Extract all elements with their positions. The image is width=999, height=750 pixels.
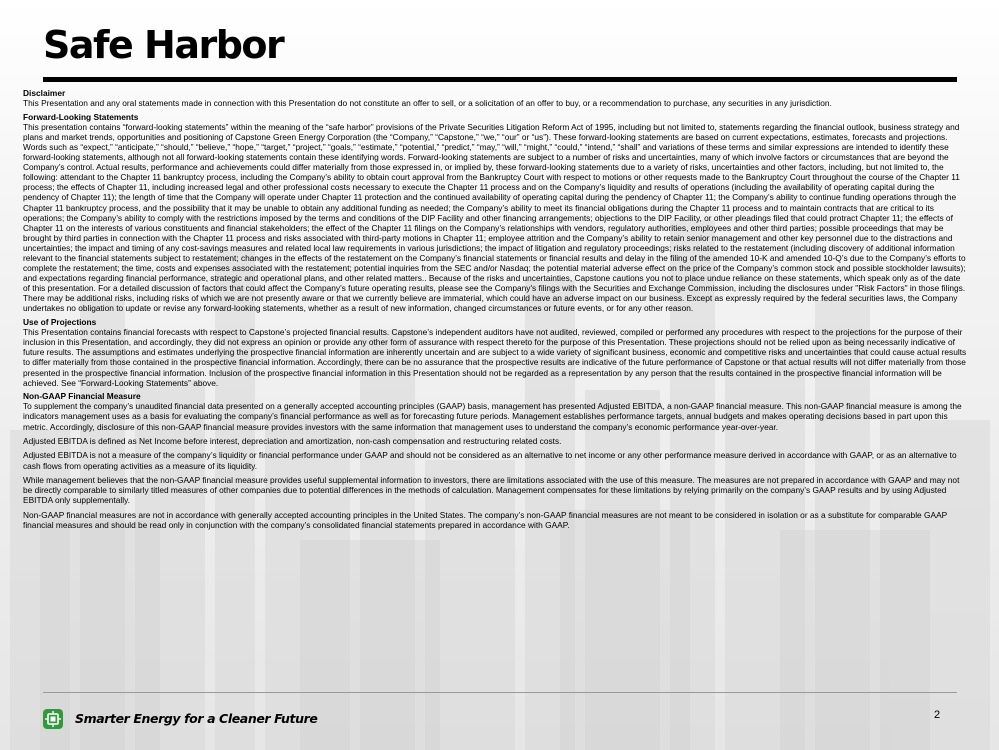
non-gaap-heading: Non-GAAP Financial Measure xyxy=(23,391,141,402)
page-number: 2 xyxy=(934,709,941,721)
title-divider xyxy=(43,77,957,82)
disclaimer-text: This Presentation and any oral statements made in connection with this Presentation do not constitute an offer to sell, or a solicitation of an offer to buy, or a recommendation to purchase, any securities in any jurisdiction. xyxy=(23,98,832,109)
forward-looking-heading: Forward-Looking Statements xyxy=(23,111,139,122)
non-gaap-section xyxy=(23,391,969,530)
non-gaap-paragraph: Adjusted EBITDA is not a measure of the company’s liquidity or financial performance under GAAP and should not be considered as an alternative to net income or any other performance measure derived in accordance with GAAP, or as an alternative to cash flows from operating activities as a measure of its liquidity. xyxy=(23,450,957,471)
footer-divider xyxy=(43,692,957,693)
page-title: Safe Harbor xyxy=(43,23,284,67)
forward-looking-section xyxy=(23,112,969,314)
projections-heading: Use of Projections xyxy=(23,317,97,328)
projections-section xyxy=(23,317,969,388)
non-gaap-paragraph: To supplement the company’s unaudited financial data presented on a generally accepted accounting principles (GAAP) basis, management has presented Adjusted EBITDA, a non-GAAP financial measure. This non-GAAP financial measure is among the indicators management uses as a basis for evaluating the company’s financial performance as well as for forecasting future periods. Management establishes performance targets, annual budgets and makes operating decisions based in part upon this metric. Accordingly, disclosure of this non-GAAP financial measure provides investors with the same information that management uses to understand the company’s economic performance year-over-year. xyxy=(23,401,962,432)
capstone-logo-icon xyxy=(43,709,63,729)
footer-tagline: Smarter Energy for a Cleaner Future xyxy=(75,711,318,726)
disclaimer-body xyxy=(23,88,969,533)
forward-looking-text: This presentation contains “forward-looking statements” within the meaning of the “safe harbor” provisions of the Private Securities Litigation Reform Act of 1995, including but not limited to, statements regarding the financial outlook, business strategy and plans and market trends, opportunities and positioning of Capstone Green Energy Corporation (the “Company,” “Capstone,” “we,” “our” or “us”). These forward-looking statements are based on current expectations, estimates, forecasts and projections. Words such as “expect,” “anticipate,” “should,” “believe,” “hope,” “target,” “project,” “goals,” “estimate,” “potential,” “predict,” “may,” “will,” “might,” “could,” “intend,” “shall” and variations of these terms and similar expressions are intended to identify these forward-looking statements, although not all forward-looking statements contain these identifying words. Forward-looking statements are subject to a number of risks and uncertainties, many of which involve factors or circumstances that are beyond the Company’s control. Actual results, performance and achievements could differ materially from those expressed in, or implied by, these forward-looking statements due to a variety of risks, uncertainties and other factors, including, but not limited to, the following: attendant to the Chapter 11 bankruptcy process, including the Company’s ability to obtain court approval from the Bankruptcy Court with respect to motions or other requests made to the Bankruptcy Court throughout the course of the Chapter 11 process; the effects of Chapter 11, including increased legal and other professional costs necessary to execute the Chapter 11 process and on the Company’s liquidity and results of operations (including the availability of operating capital during the pendency of Chapter 11); the length of time that the Company will operate under Chapter 11 protection and the continued availability of operating capital during the pendency of Chapter 11; the Company’s ability to continue funding operations through the Chapter 11 bankruptcy process, and the possibility that it may be unable to obtain any additional funding as needed; the Company’s ability to meet its financial obligations during the Chapter 11 process and to maintain contracts that are critical to its operations; the Company’s ability to comply with the restrictions imposed by the terms and conditions of the DIP Facility and other financing arrangements; objections to the DIP Facility, or other pleadings filed that could protract Chapter 11; the effects of Chapter 11 on the interests of various constituents and financial stakeholders; the effect of the Chapter 11 filings on the Company’s relationships with vendors, regulatory authorities, employees and other third parties; possible proceedings that may be brought by third parties in connection with the Chapter 11 process and risks associated with third-party motions in Chapter 11; employee attrition and the Company’s ability to retain senior management and other key personnel due to the distractions and uncertainties; the impact and timing of any cost-savings measures and related local law requirements in various jurisdictions; the impact of litigation and regulatory proceedings; risks related to the restatement (including discovery of additional information relevant to the financial statements subject to restatement; changes in the effects of the restatement on the Company’s financial statements or financial results and delay in the filing of the amended 10-K and amended 10-Q’s due to the Company’s efforts to complete the restatement; the time, costs and expenses associated with the restatement; potential inquiries from the SEC and/or Nasdaq; the potential material adverse effect on the price of the Company’s common stock and possible stockholder lawsuits); and expectations regarding financial performance, strategic and operational plans, and other related matters.. Because of the risks and uncertainties, Capstone cautions you not to place undue reliance on these statements, which speak only as of the date of this presentation. For a detailed discussion of factors that could affect the Company's future operating results, please see the Company's filings with the Securities and Exchange Commission, including the disclosures under "Risk Factors" in those filings. There may be additional risks, including risks of which we are not presently aware or that we currently believe are immaterial, which could have an adverse impact on our business. Except as expressly required by the federal securities laws, the Company undertakes no obligation to update or revise any forward-looking statements, whether as a result of new information, changed circumstances or future events, or for any other reason. xyxy=(23,121,966,314)
disclaimer-section xyxy=(23,88,969,108)
non-gaap-paragraph: Non-GAAP financial measures are not in accordance with generally accepted accounting principles in the United States. The company’s non-GAAP financial measures are not meant to be considered in isolation or as a substitute for comparable GAAP financial measures and should be read only in conjunction with the company’s consolidated financial statements prepared in accordance with GAAP. xyxy=(23,509,948,530)
projections-text: This Presentation contains financial forecasts with respect to Capstone’s projected financial results. Capstone’s independent auditors have not audited, reviewed, compiled or performed any procedures with respect to the projections for the purpose of their inclusion in this Presentation, and accordingly, they did not express an opinion or provide any other form of assurance with respect thereto for the purpose of this Presentation. These projections should not be relied upon as being necessarily indicative of future results. The assumptions and estimates underlying the prospective financial information are inherently uncertain and are subject to a wide variety of significant business, economic and competitive risks and uncertainties that could cause actual results to differ materially from those contained in the prospective financial information. Accordingly, there can be no assurance that the prospective results are indicative of the future performance of Capstone or that actual results will not differ materially from those presented in the prospective financial information. Inclusion of the prospective financial information in this Presentation should not be regarded as a representation by any person that the results contained in the prospective financial information will be achieved. See “Forward-Looking Statements” above. xyxy=(23,327,967,388)
disclaimer-heading: Disclaimer xyxy=(23,88,66,98)
non-gaap-paragraph: While management believes that the non-GAAP financial measure provides useful supplemental information to investors, there are limitations associated with the use of this measure. The measures are not prepared in accordance with GAAP and may not be directly comparable to similarly titled measures of other companies due to potential differences in the methods of calculation. Management compensates for these limitations by relying primarily on the company’s GAAP results and by using Adjusted EBITDA only supplementally. xyxy=(23,475,960,506)
adjusted-ebitda-definition: Adjusted EBITDA is defined as Net Income before interest, depreciation and amortization, non-cash compensation and restructuring related costs. xyxy=(23,435,562,446)
